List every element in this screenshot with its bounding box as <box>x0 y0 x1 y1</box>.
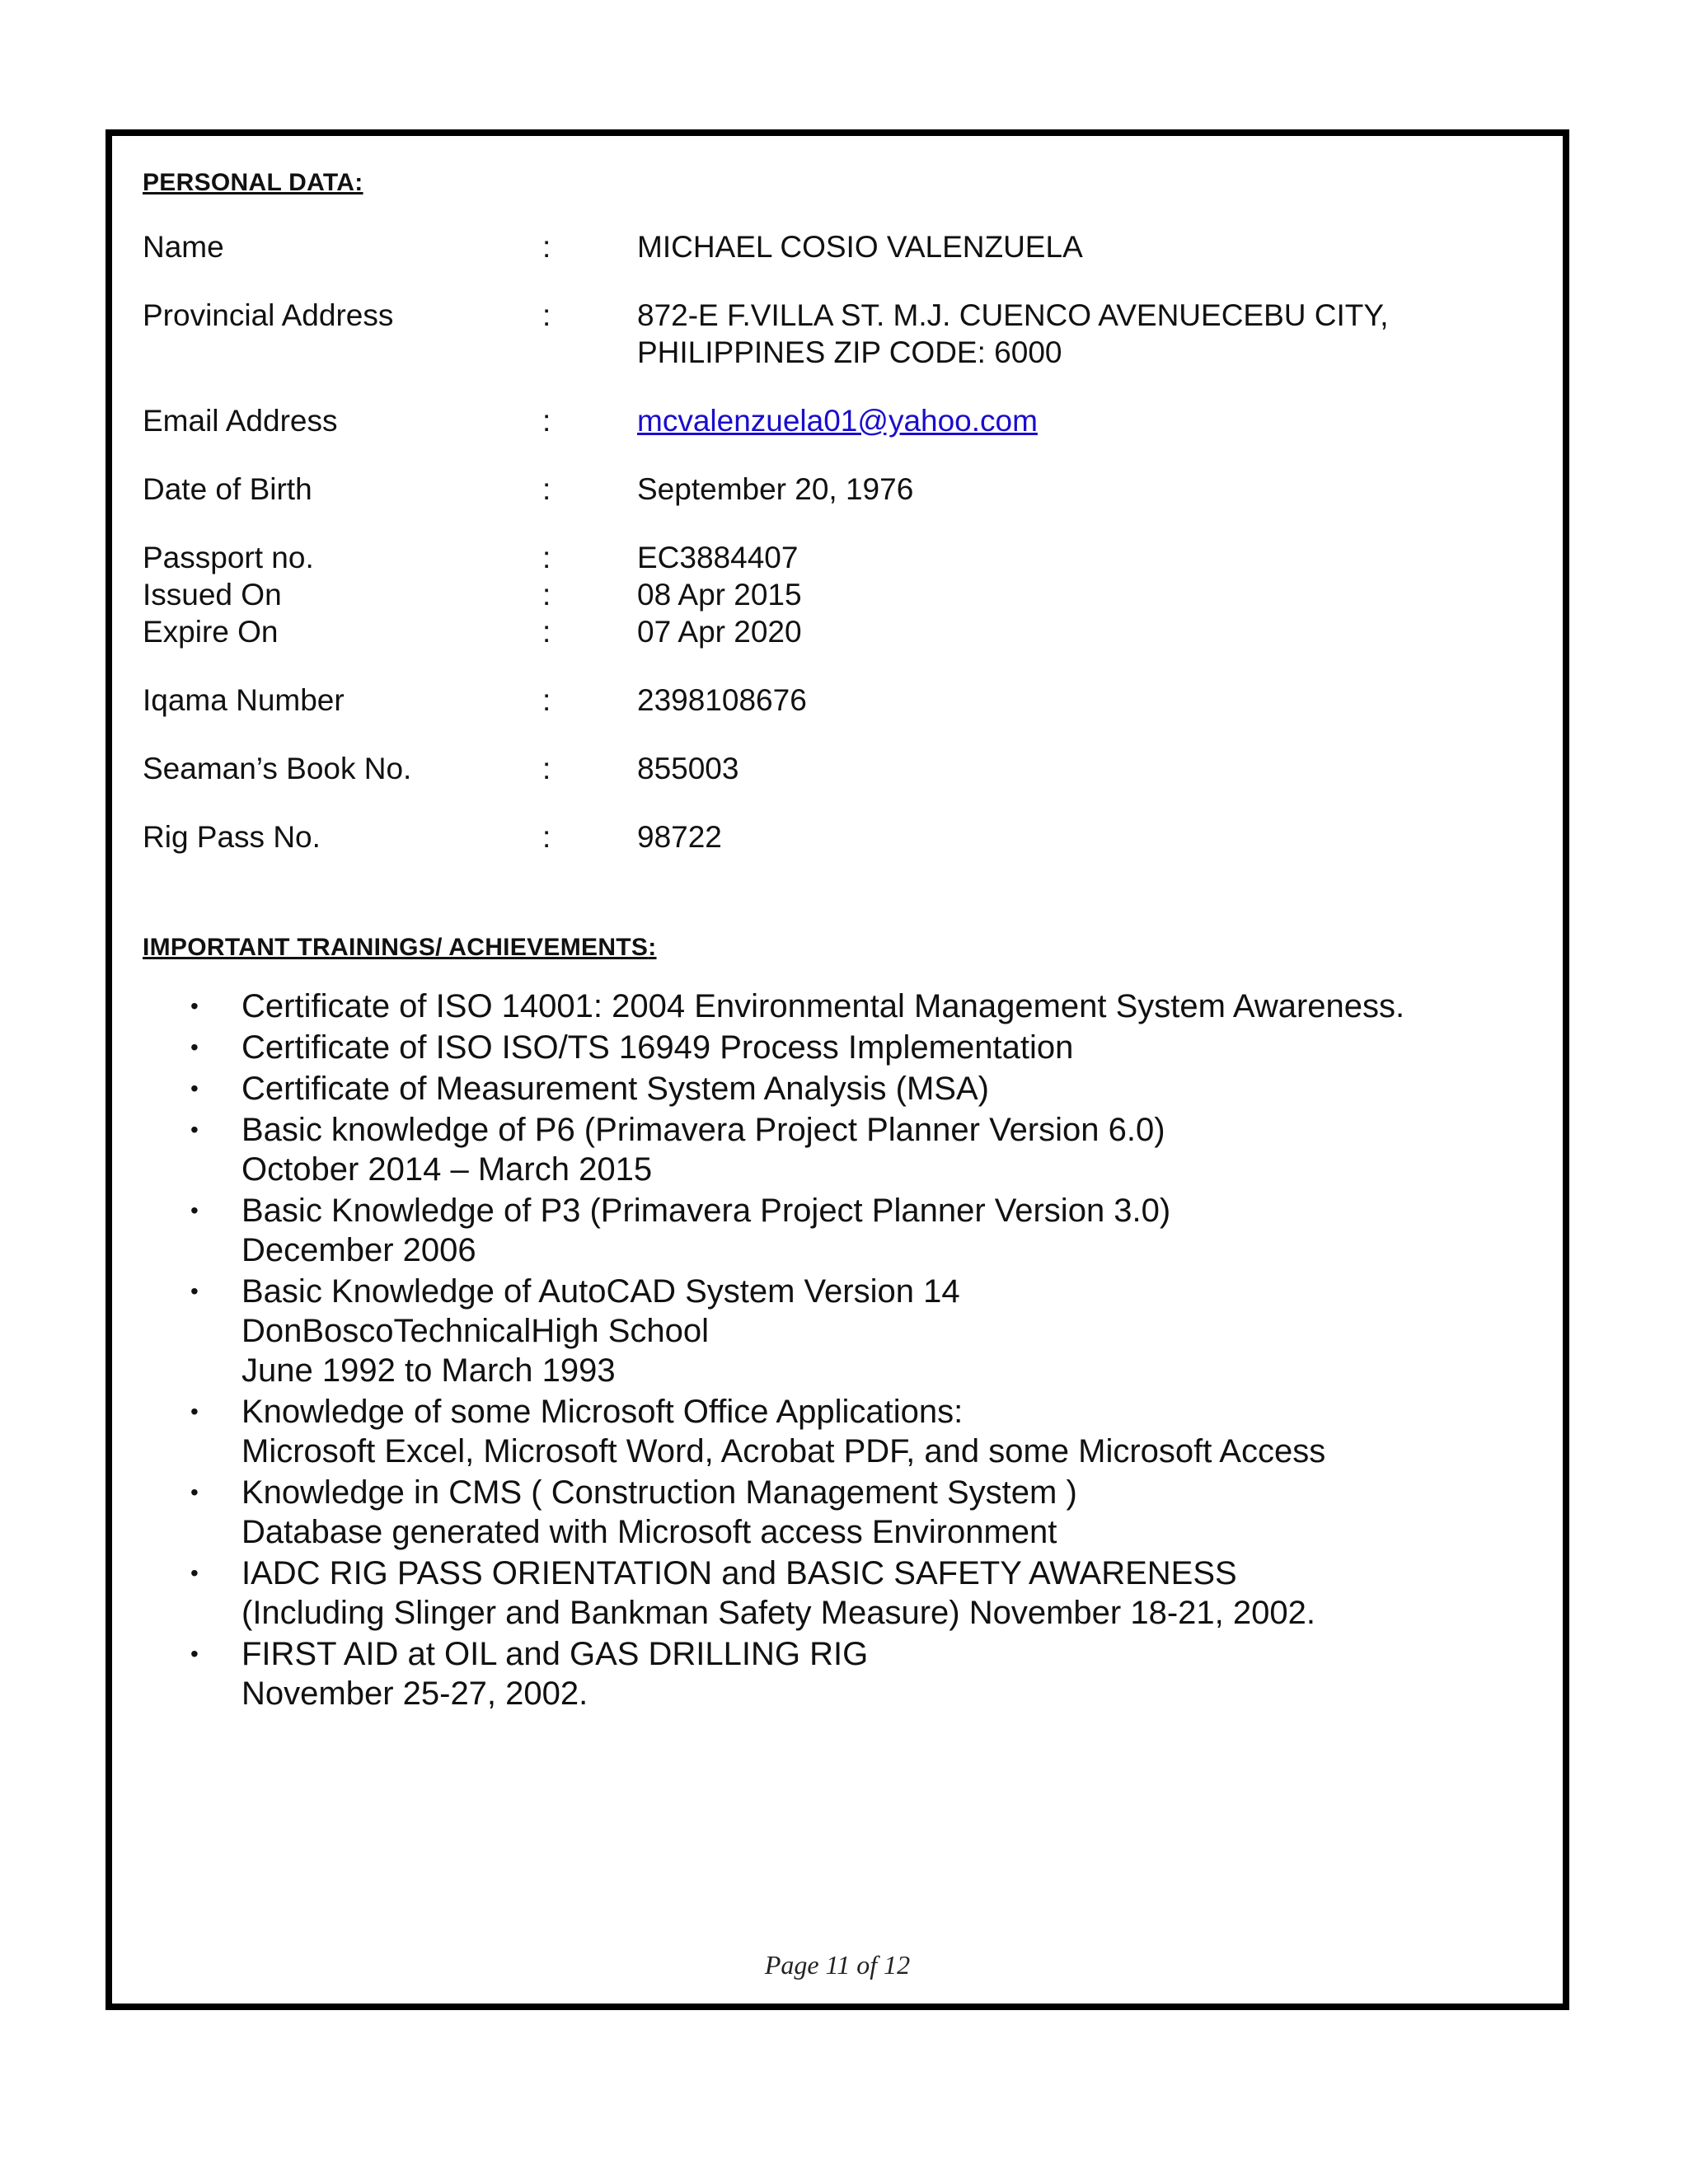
trainings-heading <box>143 934 1532 962</box>
expire-value: 07 Apr 2020 <box>637 615 802 649</box>
list-item <box>143 987 1532 1026</box>
email-colon: : <box>542 404 551 438</box>
list-item-line: Certificate of Measurement System Analysis (MSA) <box>241 1071 989 1107</box>
passport-label: Passport no. <box>143 541 314 574</box>
document-content <box>143 169 1532 1715</box>
iqama-value: 2398108676 <box>637 683 807 717</box>
list-item-line: Basic Knowledge of AutoCAD System Version 14 <box>241 1273 960 1310</box>
page-border-frame <box>106 129 1569 2010</box>
list-item <box>143 1634 1532 1713</box>
address-label: Provincial Address <box>143 298 394 332</box>
email-label: Email Address <box>143 404 338 438</box>
address-field <box>143 297 1532 371</box>
bullet-icon: • <box>190 1560 199 1586</box>
issued-colon: : <box>542 578 551 612</box>
bullet-icon: • <box>190 1076 199 1101</box>
list-item <box>143 1069 1532 1108</box>
list-item <box>143 1473 1532 1552</box>
issued-label: Issued On <box>143 578 282 612</box>
list-item-line: Microsoft Excel, Microsoft Word, Acrobat PDF, and some Microsoft Access <box>241 1433 1326 1469</box>
passport-colon: : <box>542 541 551 574</box>
bullet-icon: • <box>190 1641 199 1666</box>
list-item-line: Basic Knowledge of P3 (Primavera Project Planner Version 3.0) <box>241 1193 1171 1229</box>
trainings-list <box>143 987 1532 1713</box>
passport-field-group <box>143 539 1532 650</box>
list-item-line: DonBoscoTechnicalHigh School <box>241 1313 709 1349</box>
dob-colon: : <box>542 472 551 506</box>
address-line-1: 872-E F.VILLA ST. M.J. CUENCO AVENUECEBU CITY, <box>637 298 1389 332</box>
rigpass-colon: : <box>542 820 551 854</box>
name-colon: : <box>542 230 551 264</box>
list-item-line: IADC RIG PASS ORIENTATION and BASIC SAFETY AWARENESS <box>241 1555 1237 1591</box>
expire-colon: : <box>542 615 551 649</box>
list-item <box>143 1554 1532 1633</box>
seaman-label: Seaman’s Book No. <box>143 752 412 785</box>
bullet-icon: • <box>190 1399 199 1424</box>
name-label: Name <box>143 230 224 264</box>
list-item-line: Certificate of ISO 14001: 2004 Environmental Management System Awareness. <box>241 988 1405 1024</box>
list-item-line: October 2014 – March 2015 <box>241 1151 653 1188</box>
trainings-heading-colon: : <box>648 934 657 961</box>
iqama-field <box>143 682 1532 719</box>
email-link[interactable]: mcvalenzuela01@yahoo.com <box>637 404 1038 438</box>
bullet-icon: • <box>190 993 199 1019</box>
bullet-icon: • <box>190 1278 199 1304</box>
page-number-footer: Page 11 of 12 <box>764 1950 911 1980</box>
list-item-line: FIRST AID at OIL and GAS DRILLING RIG <box>241 1636 869 1672</box>
bullet-icon: • <box>190 1197 199 1223</box>
dob-value: September 20, 1976 <box>637 472 914 506</box>
list-item-line: June 1992 to March 1993 <box>241 1352 616 1389</box>
list-item <box>143 1110 1532 1189</box>
bullet-icon: • <box>190 1117 199 1142</box>
issued-value: 08 Apr 2015 <box>637 578 802 612</box>
list-item-line: Certificate of ISO ISO/TS 16949 Process Implementation <box>241 1029 1074 1066</box>
list-item-line: December 2006 <box>241 1232 476 1268</box>
name-value: MICHAEL COSIO VALENZUELA <box>637 230 1083 264</box>
iqama-label: Iqama Number <box>143 683 345 717</box>
iqama-colon: : <box>542 683 551 717</box>
list-item-line: Basic knowledge of P6 (Primavera Project Planner Version 6.0) <box>241 1112 1165 1148</box>
address-value <box>637 297 1532 371</box>
list-item-line: Knowledge of some Microsoft Office Applications: <box>241 1394 964 1430</box>
list-item-line: Knowledge in CMS ( Construction Management System ) <box>241 1474 1077 1511</box>
email-field <box>143 402 1532 439</box>
list-item-line: November 25-27, 2002. <box>241 1675 588 1712</box>
name-field <box>143 228 1532 265</box>
rigpass-value: 98722 <box>637 820 722 854</box>
list-item-line: (Including Slinger and Bankman Safety Measure) November 18-21, 2002. <box>241 1595 1315 1631</box>
bullet-icon: • <box>190 1479 199 1505</box>
seaman-colon: : <box>542 752 551 785</box>
rigpass-field <box>143 818 1532 855</box>
passport-value: EC3884407 <box>637 541 799 574</box>
dob-field <box>143 471 1532 508</box>
list-item <box>143 1392 1532 1471</box>
seaman-field <box>143 750 1532 787</box>
list-item <box>143 1028 1532 1067</box>
address-line-2: PHILIPPINES ZIP CODE: 6000 <box>637 335 1062 369</box>
personal-data-heading: PERSONAL DATA: <box>143 169 363 196</box>
seaman-value: 855003 <box>637 752 739 785</box>
list-item-line: Database generated with Microsoft access Environment <box>241 1514 1057 1550</box>
dob-label: Date of Birth <box>143 472 312 506</box>
trainings-heading-text: IMPORTANT TRAININGS/ ACHIEVEMENTS <box>143 934 649 961</box>
list-item <box>143 1272 1532 1390</box>
rigpass-label: Rig Pass No. <box>143 820 321 854</box>
address-colon: : <box>542 298 551 332</box>
bullet-icon: • <box>190 1034 199 1060</box>
list-item <box>143 1191 1532 1270</box>
expire-label: Expire On <box>143 615 279 649</box>
